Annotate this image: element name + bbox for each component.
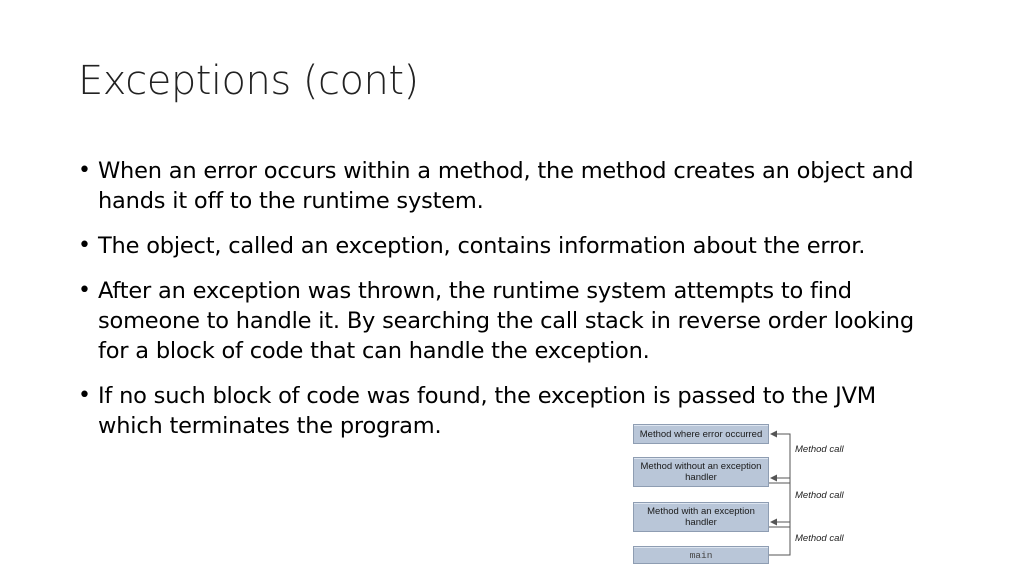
stack-box-error: Method where error occurred <box>633 424 769 444</box>
call-label: Method call <box>795 490 844 501</box>
stack-box-handler: Method with an exception handler <box>633 502 769 532</box>
bullet-icon: • <box>78 233 91 258</box>
call-arrow <box>769 478 790 527</box>
bullet-item <box>78 156 958 216</box>
call-label: Method call <box>795 444 844 455</box>
bullet-item <box>78 276 928 366</box>
stack-box-main: main <box>633 546 769 564</box>
bullet-text: When an error occurs within a method, the method creates an object and hands it off to the runtime system. <box>98 158 914 214</box>
bullet-item <box>78 231 958 261</box>
bullet-icon: • <box>78 158 91 183</box>
bullet-icon: • <box>78 278 91 303</box>
call-arrow <box>769 434 790 483</box>
call-label: Method call <box>795 533 844 544</box>
bullet-icon: • <box>78 383 91 408</box>
call-stack-diagram <box>630 420 870 570</box>
bullet-text: If no such block of code was found, the exception is passed to the JVM which terminates the program. <box>98 383 876 439</box>
slide-title: Exceptions (cont) <box>78 58 419 104</box>
bullet-text: After an exception was thrown, the runtime system attempts to find someone to handle it. By searching the call stack in reverse order looking for a block of code that can handle the exception. <box>98 278 914 364</box>
stack-box-no-handler: Method without an exception handler <box>633 457 769 487</box>
bullet-text: The object, called an exception, contains information about the error. <box>98 233 866 259</box>
bullet-list <box>78 156 958 456</box>
